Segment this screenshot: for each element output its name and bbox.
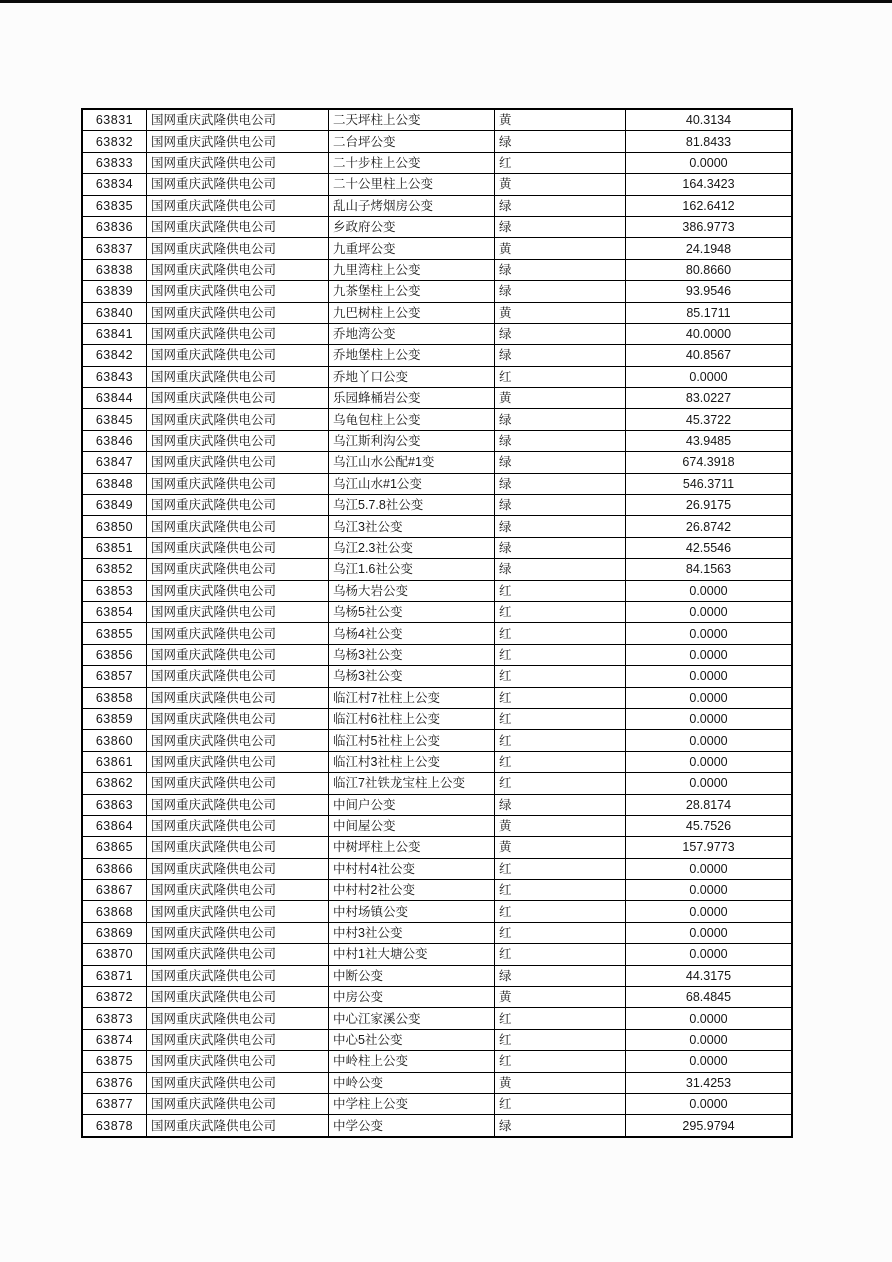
cell-status: 绿: [495, 516, 626, 537]
cell-id: 63856: [82, 644, 147, 665]
cell-company: 国网重庆武隆供电公司: [147, 195, 329, 216]
cell-status: 绿: [495, 537, 626, 558]
cell-status: 黄: [495, 174, 626, 195]
table-row: [82, 1093, 792, 1114]
cell-value: 45.3722: [626, 409, 793, 430]
cell-company: 国网重庆武隆供电公司: [147, 708, 329, 729]
cell-value: 80.8660: [626, 259, 793, 280]
table-row: [82, 880, 792, 901]
cell-id: 63857: [82, 666, 147, 687]
cell-value: 0.0000: [626, 1093, 793, 1114]
table-row: [82, 516, 792, 537]
cell-name: 临江村3社柱上公变: [329, 751, 495, 772]
cell-company: 国网重庆武隆供电公司: [147, 880, 329, 901]
cell-id: 63867: [82, 880, 147, 901]
cell-status: 红: [495, 1093, 626, 1114]
transformer-table: [81, 108, 793, 1138]
cell-status: 红: [495, 944, 626, 965]
cell-value: 24.1948: [626, 238, 793, 259]
cell-name: 中心江家溪公变: [329, 1008, 495, 1029]
cell-name: 中间户公变: [329, 794, 495, 815]
cell-status: 绿: [495, 1115, 626, 1137]
cell-id: 63870: [82, 944, 147, 965]
cell-status: 黄: [495, 815, 626, 836]
table-row: [82, 195, 792, 216]
table-row: [82, 323, 792, 344]
cell-id: 63869: [82, 922, 147, 943]
table-row: [82, 473, 792, 494]
cell-company: 国网重庆武隆供电公司: [147, 430, 329, 451]
table-row: [82, 708, 792, 729]
cell-id: 63866: [82, 858, 147, 879]
cell-id: 63862: [82, 773, 147, 794]
cell-value: 295.9794: [626, 1115, 793, 1137]
cell-name: 乌江2.3社公变: [329, 537, 495, 558]
cell-name: 乌杨5社公变: [329, 601, 495, 622]
cell-status: 绿: [495, 281, 626, 302]
cell-company: 国网重庆武隆供电公司: [147, 623, 329, 644]
table-row: [82, 537, 792, 558]
cell-value: 28.8174: [626, 794, 793, 815]
cell-id: 63848: [82, 473, 147, 494]
cell-value: 386.9773: [626, 216, 793, 237]
table-row: [82, 623, 792, 644]
table-row: [82, 152, 792, 173]
cell-name: 中心5社公变: [329, 1029, 495, 1050]
cell-name: 中村场镇公变: [329, 901, 495, 922]
cell-company: 国网重庆武隆供电公司: [147, 409, 329, 430]
cell-id: 63850: [82, 516, 147, 537]
cell-status: 红: [495, 644, 626, 665]
table-row: [82, 644, 792, 665]
cell-company: 国网重庆武隆供电公司: [147, 174, 329, 195]
cell-value: 0.0000: [626, 901, 793, 922]
cell-name: 乱山子烤烟房公变: [329, 195, 495, 216]
cell-company: 国网重庆武隆供电公司: [147, 580, 329, 601]
table-row: [82, 1115, 792, 1137]
cell-name: 乌杨4社公变: [329, 623, 495, 644]
cell-id: 63868: [82, 901, 147, 922]
cell-status: 绿: [495, 430, 626, 451]
cell-name: 中间屋公变: [329, 815, 495, 836]
cell-company: 国网重庆武隆供电公司: [147, 516, 329, 537]
cell-id: 63844: [82, 388, 147, 409]
cell-name: 中村1社大塘公变: [329, 944, 495, 965]
cell-company: 国网重庆武隆供电公司: [147, 259, 329, 280]
cell-status: 红: [495, 708, 626, 729]
cell-name: 乌江斯利沟公变: [329, 430, 495, 451]
cell-id: 63849: [82, 495, 147, 516]
cell-status: 红: [495, 1029, 626, 1050]
cell-name: 乔地堡柱上公变: [329, 345, 495, 366]
cell-status: 绿: [495, 452, 626, 473]
cell-id: 63876: [82, 1072, 147, 1093]
cell-company: 国网重庆武隆供电公司: [147, 216, 329, 237]
cell-status: 红: [495, 601, 626, 622]
cell-status: 红: [495, 858, 626, 879]
table-row: [82, 730, 792, 751]
cell-id: 63861: [82, 751, 147, 772]
table-row: [82, 495, 792, 516]
page-top-border: [0, 0, 892, 3]
cell-value: 0.0000: [626, 1051, 793, 1072]
cell-id: 63860: [82, 730, 147, 751]
cell-company: 国网重庆武隆供电公司: [147, 730, 329, 751]
cell-value: 0.0000: [626, 1029, 793, 1050]
cell-value: 0.0000: [626, 1008, 793, 1029]
cell-company: 国网重庆武隆供电公司: [147, 473, 329, 494]
cell-id: 63837: [82, 238, 147, 259]
cell-name: 乔地湾公变: [329, 323, 495, 344]
cell-name: 乔地丫口公变: [329, 366, 495, 387]
table-row: [82, 174, 792, 195]
cell-value: 43.9485: [626, 430, 793, 451]
cell-id: 63877: [82, 1093, 147, 1114]
cell-value: 45.7526: [626, 815, 793, 836]
cell-name: 二十公里柱上公变: [329, 174, 495, 195]
cell-value: 0.0000: [626, 687, 793, 708]
cell-company: 国网重庆武隆供电公司: [147, 837, 329, 858]
cell-company: 国网重庆武隆供电公司: [147, 1051, 329, 1072]
cell-name: 中村村2社公变: [329, 880, 495, 901]
cell-name: 临江村5社柱上公变: [329, 730, 495, 751]
cell-value: 83.0227: [626, 388, 793, 409]
cell-id: 63831: [82, 109, 147, 131]
cell-name: 九里湾柱上公变: [329, 259, 495, 280]
cell-name: 乌龟包柱上公变: [329, 409, 495, 430]
table-row: [82, 666, 792, 687]
cell-value: 84.1563: [626, 559, 793, 580]
cell-status: 绿: [495, 345, 626, 366]
cell-name: 中村3社公变: [329, 922, 495, 943]
cell-value: 0.0000: [626, 708, 793, 729]
cell-value: 0.0000: [626, 366, 793, 387]
cell-status: 黄: [495, 987, 626, 1008]
cell-status: 黄: [495, 837, 626, 858]
cell-id: 63842: [82, 345, 147, 366]
table-row: [82, 601, 792, 622]
cell-status: 红: [495, 922, 626, 943]
cell-value: 44.3175: [626, 965, 793, 986]
cell-id: 63855: [82, 623, 147, 644]
cell-company: 国网重庆武隆供电公司: [147, 965, 329, 986]
cell-value: 0.0000: [626, 601, 793, 622]
table-row: [82, 281, 792, 302]
cell-name: 中房公变: [329, 987, 495, 1008]
cell-name: 中岭公变: [329, 1072, 495, 1093]
table-row: [82, 944, 792, 965]
cell-status: 红: [495, 1008, 626, 1029]
cell-company: 国网重庆武隆供电公司: [147, 1072, 329, 1093]
cell-value: 674.3918: [626, 452, 793, 473]
cell-company: 国网重庆武隆供电公司: [147, 302, 329, 323]
cell-company: 国网重庆武隆供电公司: [147, 858, 329, 879]
cell-id: 63836: [82, 216, 147, 237]
cell-value: 0.0000: [626, 152, 793, 173]
cell-value: 0.0000: [626, 880, 793, 901]
cell-status: 黄: [495, 388, 626, 409]
cell-id: 63875: [82, 1051, 147, 1072]
cell-company: 国网重庆武隆供电公司: [147, 152, 329, 173]
cell-status: 红: [495, 366, 626, 387]
cell-company: 国网重庆武隆供电公司: [147, 666, 329, 687]
cell-status: 红: [495, 687, 626, 708]
cell-status: 绿: [495, 131, 626, 152]
table-row: [82, 366, 792, 387]
cell-name: 中村村4社公变: [329, 858, 495, 879]
cell-name: 乌江山水#1公变: [329, 473, 495, 494]
cell-value: 31.4253: [626, 1072, 793, 1093]
cell-name: 二十步柱上公变: [329, 152, 495, 173]
cell-company: 国网重庆武隆供电公司: [147, 281, 329, 302]
cell-name: 中岭柱上公变: [329, 1051, 495, 1072]
cell-id: 63846: [82, 430, 147, 451]
cell-status: 绿: [495, 495, 626, 516]
table-row: [82, 238, 792, 259]
cell-id: 63832: [82, 131, 147, 152]
cell-id: 63872: [82, 987, 147, 1008]
cell-value: 164.3423: [626, 174, 793, 195]
cell-company: 国网重庆武隆供电公司: [147, 495, 329, 516]
cell-name: 乌杨3社公变: [329, 666, 495, 687]
table-row: [82, 837, 792, 858]
cell-status: 绿: [495, 965, 626, 986]
cell-name: 中学柱上公变: [329, 1093, 495, 1114]
cell-id: 63840: [82, 302, 147, 323]
cell-company: 国网重庆武隆供电公司: [147, 388, 329, 409]
cell-status: 红: [495, 901, 626, 922]
cell-status: 红: [495, 623, 626, 644]
table-row: [82, 388, 792, 409]
cell-name: 二台坪公变: [329, 131, 495, 152]
cell-id: 63873: [82, 1008, 147, 1029]
cell-value: 0.0000: [626, 858, 793, 879]
cell-status: 红: [495, 730, 626, 751]
cell-company: 国网重庆武隆供电公司: [147, 644, 329, 665]
table-row: [82, 345, 792, 366]
table-row: [82, 687, 792, 708]
cell-id: 63834: [82, 174, 147, 195]
cell-value: 0.0000: [626, 623, 793, 644]
cell-value: 93.9546: [626, 281, 793, 302]
cell-company: 国网重庆武隆供电公司: [147, 345, 329, 366]
cell-id: 63854: [82, 601, 147, 622]
cell-id: 63833: [82, 152, 147, 173]
table-row: [82, 409, 792, 430]
cell-company: 国网重庆武隆供电公司: [147, 109, 329, 131]
cell-value: 26.9175: [626, 495, 793, 516]
table-row: [82, 773, 792, 794]
cell-id: 63858: [82, 687, 147, 708]
cell-name: 乌江1.6社公变: [329, 559, 495, 580]
table-row: [82, 109, 792, 131]
cell-id: 63863: [82, 794, 147, 815]
cell-name: 乌江山水公配#1变: [329, 452, 495, 473]
cell-company: 国网重庆武隆供电公司: [147, 559, 329, 580]
table-row: [82, 815, 792, 836]
cell-status: 绿: [495, 794, 626, 815]
cell-id: 63839: [82, 281, 147, 302]
cell-value: 0.0000: [626, 644, 793, 665]
cell-status: 黄: [495, 302, 626, 323]
cell-name: 中断公变: [329, 965, 495, 986]
cell-value: 0.0000: [626, 730, 793, 751]
cell-status: 红: [495, 880, 626, 901]
cell-value: 546.3711: [626, 473, 793, 494]
cell-status: 黄: [495, 109, 626, 131]
cell-id: 63852: [82, 559, 147, 580]
cell-status: 绿: [495, 559, 626, 580]
cell-id: 63851: [82, 537, 147, 558]
transformer-table-body: [82, 109, 792, 1137]
cell-value: 26.8742: [626, 516, 793, 537]
cell-value: 40.3134: [626, 109, 793, 131]
cell-name: 中树坪柱上公变: [329, 837, 495, 858]
cell-value: 157.9773: [626, 837, 793, 858]
table-row: [82, 922, 792, 943]
cell-name: 中学公变: [329, 1115, 495, 1137]
cell-id: 63853: [82, 580, 147, 601]
cell-id: 63843: [82, 366, 147, 387]
cell-id: 63859: [82, 708, 147, 729]
cell-name: 九茶堡柱上公变: [329, 281, 495, 302]
cell-status: 红: [495, 773, 626, 794]
cell-value: 0.0000: [626, 580, 793, 601]
table-row: [82, 559, 792, 580]
cell-company: 国网重庆武隆供电公司: [147, 815, 329, 836]
cell-company: 国网重庆武隆供电公司: [147, 922, 329, 943]
cell-company: 国网重庆武隆供电公司: [147, 601, 329, 622]
table-row: [82, 987, 792, 1008]
cell-value: 0.0000: [626, 944, 793, 965]
cell-value: 0.0000: [626, 751, 793, 772]
cell-id: 63838: [82, 259, 147, 280]
cell-company: 国网重庆武隆供电公司: [147, 773, 329, 794]
cell-status: 红: [495, 666, 626, 687]
cell-id: 63845: [82, 409, 147, 430]
cell-name: 乌江5.7.8社公变: [329, 495, 495, 516]
cell-company: 国网重庆武隆供电公司: [147, 1115, 329, 1137]
cell-name: 乌杨3社公变: [329, 644, 495, 665]
cell-id: 63878: [82, 1115, 147, 1137]
cell-company: 国网重庆武隆供电公司: [147, 131, 329, 152]
cell-name: 乌杨大岩公变: [329, 580, 495, 601]
cell-name: 乌江3社公变: [329, 516, 495, 537]
cell-status: 红: [495, 152, 626, 173]
cell-status: 绿: [495, 473, 626, 494]
cell-status: 黄: [495, 238, 626, 259]
cell-id: 63864: [82, 815, 147, 836]
cell-company: 国网重庆武隆供电公司: [147, 452, 329, 473]
cell-value: 40.0000: [626, 323, 793, 344]
cell-status: 绿: [495, 323, 626, 344]
cell-value: 81.8433: [626, 131, 793, 152]
cell-value: 162.6412: [626, 195, 793, 216]
table-row: [82, 216, 792, 237]
table-row: [82, 751, 792, 772]
cell-id: 63841: [82, 323, 147, 344]
cell-value: 0.0000: [626, 922, 793, 943]
cell-company: 国网重庆武隆供电公司: [147, 537, 329, 558]
cell-value: 40.8567: [626, 345, 793, 366]
cell-name: 乡政府公变: [329, 216, 495, 237]
cell-company: 国网重庆武隆供电公司: [147, 1029, 329, 1050]
cell-company: 国网重庆武隆供电公司: [147, 987, 329, 1008]
cell-status: 绿: [495, 216, 626, 237]
cell-name: 临江村6社柱上公变: [329, 708, 495, 729]
cell-id: 63874: [82, 1029, 147, 1050]
cell-company: 国网重庆武隆供电公司: [147, 794, 329, 815]
cell-company: 国网重庆武隆供电公司: [147, 944, 329, 965]
table-row: [82, 430, 792, 451]
cell-status: 红: [495, 751, 626, 772]
table-row: [82, 1029, 792, 1050]
cell-status: 绿: [495, 195, 626, 216]
table-row: [82, 965, 792, 986]
cell-company: 国网重庆武隆供电公司: [147, 1093, 329, 1114]
cell-id: 63847: [82, 452, 147, 473]
cell-status: 绿: [495, 259, 626, 280]
cell-name: 乐园蜂桶岩公变: [329, 388, 495, 409]
table-row: [82, 259, 792, 280]
cell-status: 黄: [495, 1072, 626, 1093]
table-row: [82, 131, 792, 152]
cell-id: 63871: [82, 965, 147, 986]
cell-name: 九重坪公变: [329, 238, 495, 259]
cell-status: 红: [495, 1051, 626, 1072]
cell-name: 二天坪柱上公变: [329, 109, 495, 131]
cell-company: 国网重庆武隆供电公司: [147, 1008, 329, 1029]
table-row: [82, 858, 792, 879]
table-row: [82, 794, 792, 815]
cell-id: 63865: [82, 837, 147, 858]
cell-value: 0.0000: [626, 773, 793, 794]
cell-status: 红: [495, 580, 626, 601]
cell-name: 九巴树柱上公变: [329, 302, 495, 323]
cell-company: 国网重庆武隆供电公司: [147, 238, 329, 259]
table-row: [82, 580, 792, 601]
cell-value: 42.5546: [626, 537, 793, 558]
cell-company: 国网重庆武隆供电公司: [147, 323, 329, 344]
cell-name: 临江7社铁龙宝柱上公变: [329, 773, 495, 794]
cell-name: 临江村7社柱上公变: [329, 687, 495, 708]
table-row: [82, 302, 792, 323]
cell-company: 国网重庆武隆供电公司: [147, 687, 329, 708]
cell-value: 68.4845: [626, 987, 793, 1008]
cell-id: 63835: [82, 195, 147, 216]
cell-status: 绿: [495, 409, 626, 430]
table-row: [82, 1008, 792, 1029]
table-row: [82, 901, 792, 922]
cell-value: 0.0000: [626, 666, 793, 687]
cell-company: 国网重庆武隆供电公司: [147, 751, 329, 772]
cell-company: 国网重庆武隆供电公司: [147, 901, 329, 922]
table-row: [82, 1051, 792, 1072]
table-row: [82, 452, 792, 473]
cell-value: 85.1711: [626, 302, 793, 323]
cell-company: 国网重庆武隆供电公司: [147, 366, 329, 387]
table-row: [82, 1072, 792, 1093]
